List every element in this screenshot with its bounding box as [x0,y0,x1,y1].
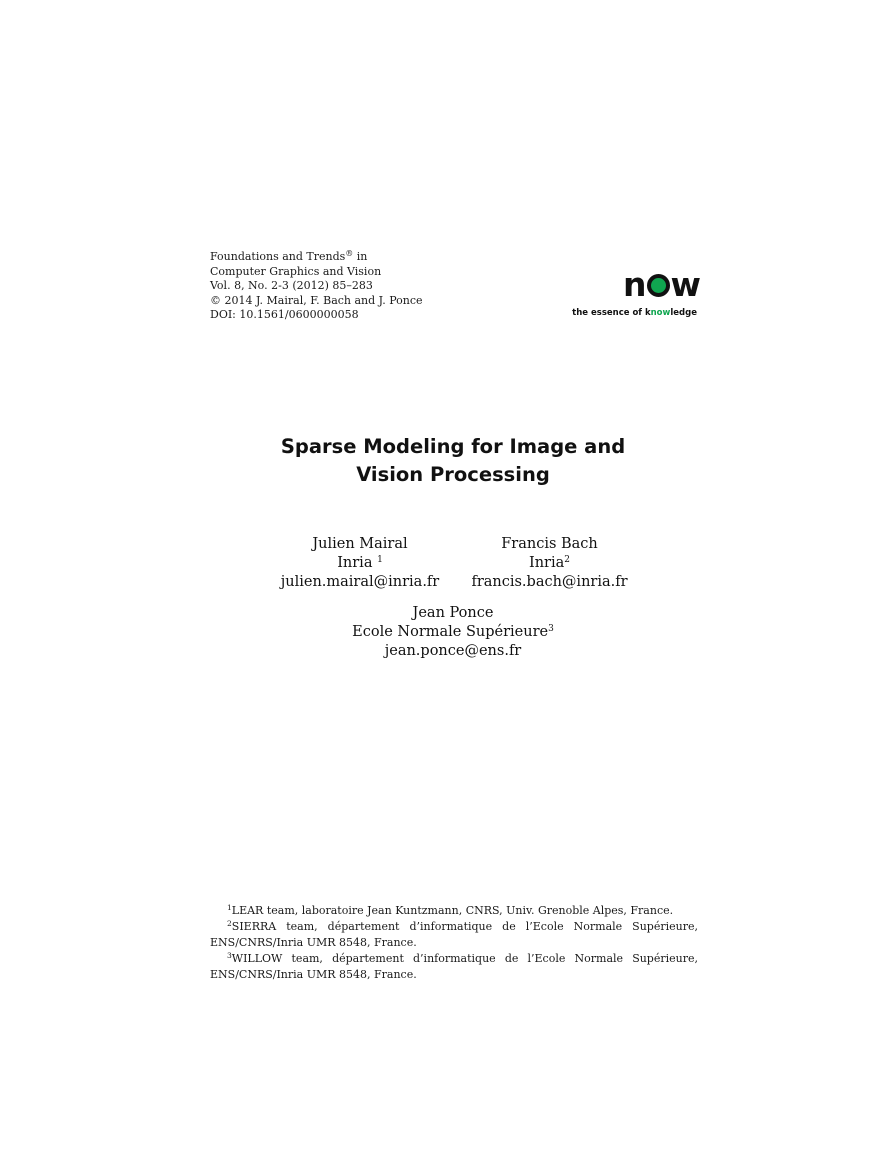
footnotes [210,903,698,983]
registered-mark: ® [345,249,354,258]
author-block-2 [462,535,637,592]
footnote-number: 3 [227,951,232,960]
affiliation-text: Inria [337,555,378,571]
author-email: jean.ponce@ens.fr [384,643,522,659]
logo-letter-w: w [670,265,700,304]
footnote-mark: 1 [377,555,383,565]
footnote-number: 2 [227,919,232,928]
footnote-2 [210,919,698,951]
affiliation-text: Ecole Normale Supérieure [352,624,549,640]
series-name: Computer Graphics and Vision [210,264,382,278]
author-affiliation [270,554,450,573]
author-email: francis.bach@inria.fr [471,574,628,590]
footnote-3 [210,951,698,983]
series-prefix: Foundations and Trends [210,250,346,263]
title-line-2: Vision Processing [356,463,550,486]
volume-info: Vol. 8, No. 2-3 (2012) 85–283 [210,279,373,293]
series-line [210,250,423,265]
author-email: julien.mairal@inria.fr [280,574,440,590]
logo-green-o-icon [647,274,670,297]
footnote-mark: 3 [548,624,554,634]
footnote-number: 1 [227,903,232,912]
tagline-end: ledge [670,308,697,318]
footnote-1 [210,903,698,919]
author-affiliation [330,623,576,642]
now-publishers-logo [572,265,700,322]
author-name: Francis Bach [501,536,598,552]
author-name: Julien Mairal [312,536,408,552]
footnote-text: LEAR team, laboratoire Jean Kuntzmann, CNRS, Univ. Grenoble Alpes, France. [231,904,674,917]
footnote-text: SIERRA team, département d’informatique de l’Ecole Normale Supérieure, ENS/CNRS/Inria UMR 8548, France. [210,920,698,949]
footnote-text: WILLOW team, département d’informatique de l’Ecole Normale Supérieure, ENS/CNRS/Inria UMR 8548, France. [210,952,698,981]
author-block-1 [270,535,450,592]
tagline-prefix: k [644,308,651,318]
author-name: Jean Ponce [412,605,494,621]
series-suffix: in [353,250,368,263]
footnote-mark: 2 [564,555,570,565]
publication-metadata [210,250,423,323]
copyright-line: © 2014 J. Mairal, F. Bach and J. Ponce [210,293,423,307]
author-affiliation [462,554,637,573]
logo-letter-n: n [623,265,646,304]
tagline-highlight: now [650,308,671,318]
logo-wordmark [623,265,700,304]
doi-line: DOI: 10.1561/0600000058 [210,308,359,322]
author-block-3 [330,604,576,661]
affiliation-text: Inria [528,555,565,571]
paper-title [230,433,676,489]
tagline-start: the essence of [572,308,645,318]
logo-tagline [572,308,697,318]
title-line-1: Sparse Modeling for Image and [280,435,626,458]
